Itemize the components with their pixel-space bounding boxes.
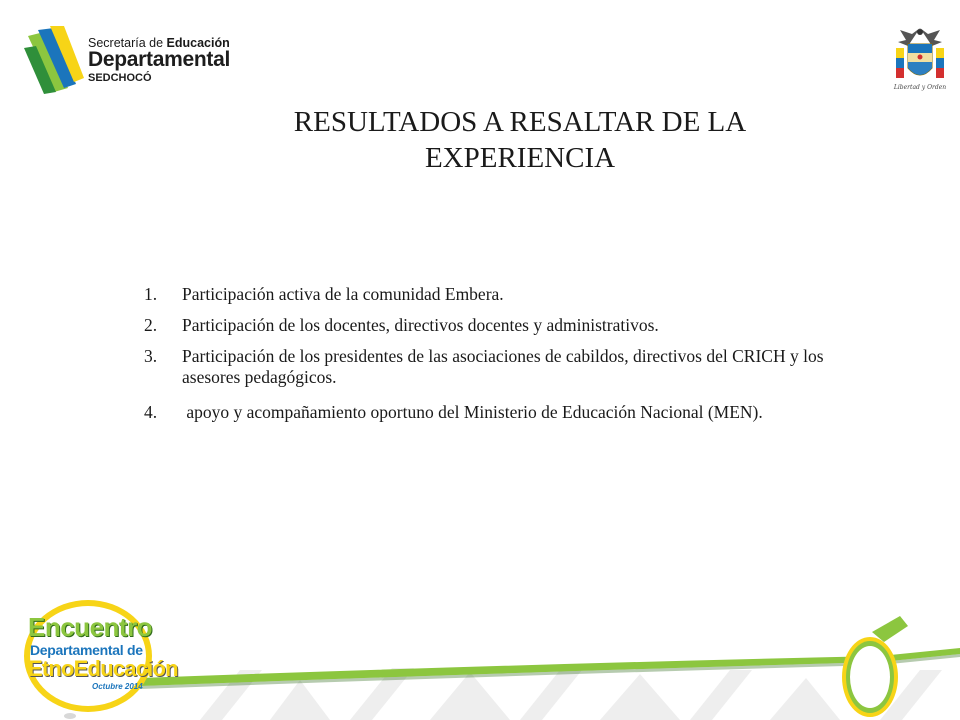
list-item-text: apoyo y acompañamiento oportuno del Ministerio de Educación Nacional (MEN).	[182, 402, 763, 422]
escudo-motto: Libertad y Orden	[893, 84, 947, 91]
results-list	[144, 284, 844, 433]
green-swoosh	[140, 648, 960, 686]
coat-of-arms-icon	[892, 26, 948, 84]
encuentro-badge	[20, 598, 178, 716]
logo-line1: Secretaría de Educación	[88, 36, 230, 50]
list-item-text: Participación de los presidentes de las asociaciones de cabildos, directivos del CRICH y los asesores pedagógicos.	[182, 346, 824, 387]
list-item	[144, 284, 844, 305]
secretaria-logo-icon	[24, 26, 88, 96]
logo-line2: Departamental	[88, 48, 230, 71]
list-item-text: Participación de los docentes, directivos docentes y administrativos.	[182, 315, 659, 335]
escudo-colombia	[892, 26, 948, 96]
badge-line3: EtnoEducación	[28, 656, 178, 681]
list-item-number: 1.	[144, 284, 158, 304]
list-item	[144, 315, 844, 336]
list-item	[144, 402, 844, 423]
list-item-number: 3.	[144, 346, 158, 366]
title-line2: EXPERIENCIA	[424, 142, 616, 174]
slide-title	[240, 104, 800, 176]
title-line1: RESULTADOS A RESALTAR DE LA	[293, 106, 747, 138]
badge-line2: Departamental de	[30, 642, 143, 658]
logo-line3: SEDCHOCÓ	[88, 72, 152, 84]
list-item	[144, 346, 844, 388]
list-item-number: 4.	[144, 402, 158, 422]
list-item-text: Participación activa de la comunidad Embera.	[182, 284, 504, 304]
list-item-number: 2.	[144, 315, 158, 335]
badge-line4: Octubre 2014	[92, 682, 143, 691]
badge-line1: Encuentro	[28, 612, 153, 642]
secretaria-logo	[24, 26, 230, 96]
